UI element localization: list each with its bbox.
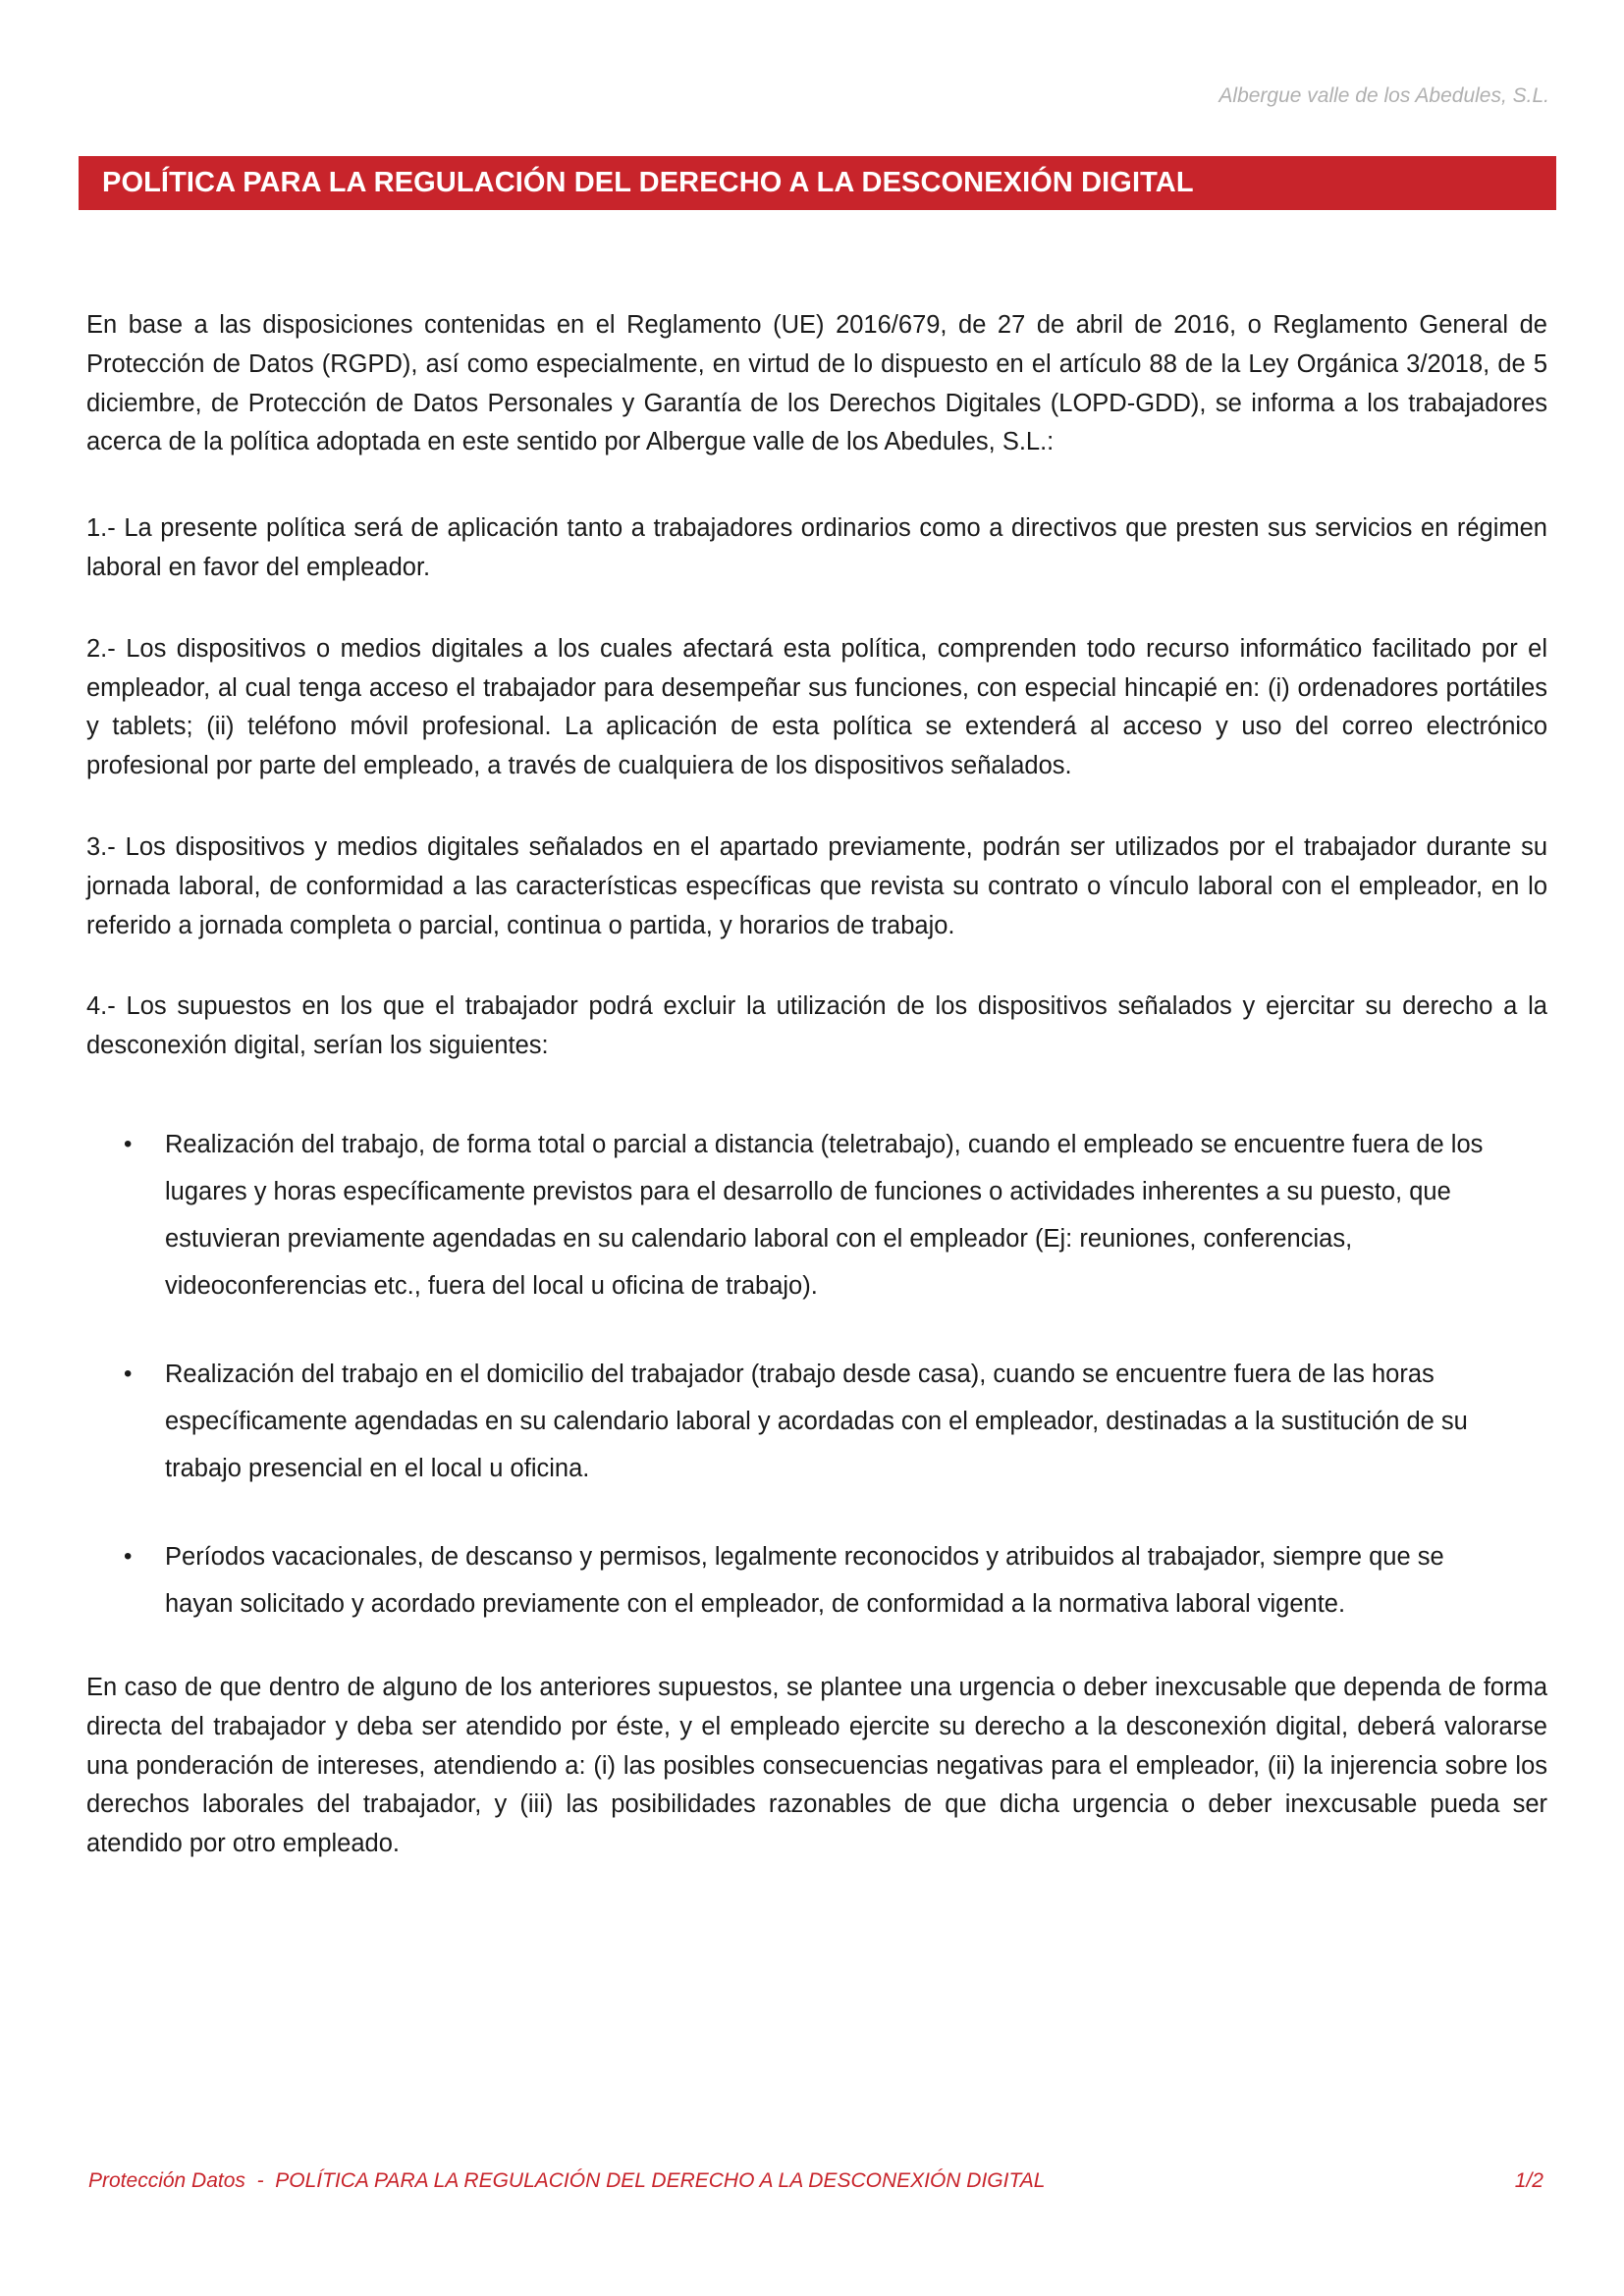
list-item <box>86 1121 1486 1309</box>
bullet-icon: • <box>124 1542 133 1570</box>
bullet-icon: • <box>124 1360 133 1387</box>
list-item-text: Realización del trabajo, de forma total o parcial a distancia (teletrabajo), cuando el empleado se encuentre fuera de los lugares y horas específicamente previstos para el desarrollo de funciones o actividades inherentes a su puesto, que estuvieran previamente agendadas en su calendario laboral con el empleador (Ej: reuniones, conferencias, videoconferencias etc., fuera del local u oficina de trabajo). <box>165 1130 1484 1300</box>
list-item-text: Realización del trabajo en el domicilio del trabajador (trabajo desde casa), cuando se encuentre fuera de las horas específicamente agendadas en su calendario laboral y acordadas con el empleador, destinadas a la sustitución de su trabajo presencial en el local u oficina. <box>165 1360 1468 1482</box>
list-item-text: Períodos vacacionales, de descanso y permisos, legalmente reconocidos y atribuidos al trabajador, siempre que se hayan solicitado y acordado previamente con el empleador, de conformidad a la normativa laboral vigente. <box>165 1542 1444 1618</box>
footer-text: Protección Datos - POLÍTICA PARA LA REGULACIÓN DEL DERECHO A LA DESCONEXIÓN DIGITAL <box>88 2169 1046 2192</box>
section-1-paragraph: 1.- La presente política será de aplicación tanto a trabajadores ordinarios como a directivos que presten sus servicios en régimen laboral en favor del empleador. <box>86 514 1547 581</box>
exclusion-cases-list <box>86 1121 1547 1628</box>
intro-paragraph: En base a las disposiciones contenidas en el Reglamento (UE) 2016/679, de 27 de abril de 2016, o Reglamento General de Protección de Datos (RGPD), así como especialmente, en virtud de lo dispuesto en el artículo 88 de la Ley Orgánica 3/2018, de 5 diciembre, de Protección de Datos Personales y Garantía de los Derechos Digitales (LOPD-GDD), se informa a los trabajadores acerca de la política adoptada en este sentido por Albergue valle de los Abedules, S.L.: <box>86 311 1547 456</box>
page-header-company: Albergue valle de los Abedules, S.L. <box>1218 84 1549 107</box>
closing-paragraph: En caso de que dentro de alguno de los anteriores supuestos, se plantee una urgencia o deber inexcusable que dependa de forma directa del trabajador y deba ser atendido por éste, y el empleado ejercite su derecho a la desconexión digital, deberá valorarse una ponderación de intereses, atendiendo a: (i) las posibles consecuencias negativas para el empleador, (ii) la injerencia sobre los derechos laborales del trabajador, y (iii) las posibilidades razonables de que dicha urgencia o deber inexcusable pueda ser atendido por otro empleado. <box>86 1673 1547 1858</box>
list-item <box>86 1351 1486 1492</box>
section-3-paragraph: 3.- Los dispositivos y medios digitales señalados en el apartado previamente, podrán ser utilizados por el trabajador durante su jornada laboral, de conformidad a las características específicas que revista su contrato o vínculo laboral con el empleador, en lo referido a jornada completa o parcial, continua o partida, y horarios de trabajo. <box>86 832 1547 939</box>
bullet-icon: • <box>124 1130 133 1157</box>
section-4-paragraph: 4.- Los supuestos en los que el trabajador podrá excluir la utilización de los dispositivos señalados y ejercitar su derecho a la desconexión digital, serían los siguientes: <box>86 992 1547 1060</box>
document-body <box>86 306 1547 1906</box>
document-title: POLÍTICA PARA LA REGULACIÓN DEL DERECHO A LA DESCONEXIÓN DIGITAL <box>102 167 1194 198</box>
section-2-paragraph: 2.- Los dispositivos o medios digitales a los cuales afectará esta política, comprenden todo recurso informático facilitado por el empleador, al cual tenga acceso el trabajador para desempeñar sus funciones, con especial hincapié en: (i) ordenadores portátiles y tablets; (ii) teléfono móvil profesional. La aplicación de esta política se extenderá al acceso y uso del correo electrónico profesional por parte del empleado, a través de cualquiera de los dispositivos señalados. <box>86 634 1547 780</box>
list-item <box>86 1533 1486 1628</box>
page-footer <box>88 2169 1543 2193</box>
page-number: 1/2 <box>1514 2169 1543 2192</box>
title-bar <box>79 156 1556 210</box>
